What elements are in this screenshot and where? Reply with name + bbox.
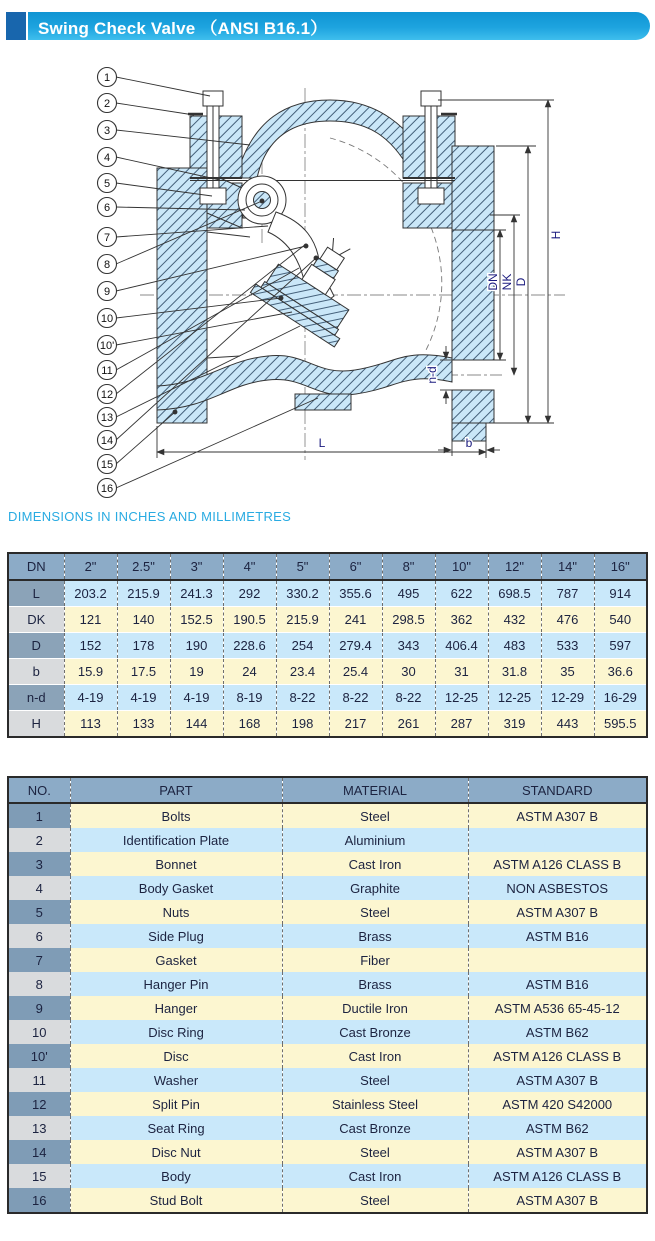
dim-label-b: b — [465, 436, 473, 450]
parts-no-cell: 10 — [8, 1020, 70, 1044]
dims-size-header: 10" — [435, 553, 488, 580]
dims-value-cell: 31.8 — [488, 659, 541, 685]
callout-number: 3 — [103, 125, 111, 137]
dims-value-cell: 36.6 — [594, 659, 647, 685]
parts-standard-cell: ASTM A307 B — [468, 803, 647, 828]
parts-material-cell: Stainless Steel — [282, 1092, 468, 1116]
parts-row — [8, 852, 647, 876]
dims-row-label: DK — [8, 607, 64, 633]
dims-value-cell: 476 — [541, 607, 594, 633]
parts-no-cell: 3 — [8, 852, 70, 876]
parts-material-cell: Steel — [282, 803, 468, 828]
parts-row — [8, 924, 647, 948]
parts-table — [7, 776, 648, 1214]
parts-row — [8, 1020, 647, 1044]
parts-row — [8, 972, 647, 996]
parts-material-cell: Ductile Iron — [282, 996, 468, 1020]
valve-drawing — [0, 60, 655, 505]
dims-value-cell: 133 — [117, 711, 170, 738]
dims-value-cell: 152 — [64, 633, 117, 659]
dims-value-cell: 622 — [435, 580, 488, 607]
dim-label-nd: n-d — [425, 366, 439, 384]
dims-value-cell: 8-22 — [329, 685, 382, 711]
dims-value-cell: 698.5 — [488, 580, 541, 607]
dims-value-cell: 287 — [435, 711, 488, 738]
dims-value-cell: 261 — [382, 711, 435, 738]
dims-value-cell: 140 — [117, 607, 170, 633]
parts-column-header: PART — [70, 777, 282, 803]
parts-part-cell: Disc Nut — [70, 1140, 282, 1164]
parts-no-cell: 15 — [8, 1164, 70, 1188]
parts-row — [8, 1092, 647, 1116]
parts-part-cell: Stud Bolt — [70, 1188, 282, 1213]
parts-standard-cell: ASTM B62 — [468, 1020, 647, 1044]
callout-leader — [116, 77, 210, 96]
dims-header-row — [8, 553, 647, 580]
dims-value-cell: 19 — [170, 659, 223, 685]
parts-standard-cell: ASTM A307 B — [468, 1188, 647, 1213]
dims-value-cell: 215.9 — [276, 607, 329, 633]
parts-part-cell: Gasket — [70, 948, 282, 972]
parts-part-cell: Bonnet — [70, 852, 282, 876]
parts-standard-cell — [468, 948, 647, 972]
parts-no-cell: 4 — [8, 876, 70, 900]
dims-value-cell: 540 — [594, 607, 647, 633]
dim-label-NK: NK — [500, 273, 514, 291]
parts-no-cell: 10' — [8, 1044, 70, 1068]
parts-part-cell: Hanger Pin — [70, 972, 282, 996]
parts-row — [8, 1188, 647, 1213]
callout-number: 10' — [99, 340, 115, 352]
parts-standard-cell: ASTM B62 — [468, 1116, 647, 1140]
parts-material-cell: Cast Iron — [282, 1164, 468, 1188]
parts-part-cell: Identification Plate — [70, 828, 282, 852]
parts-material-cell: Steel — [282, 1140, 468, 1164]
dims-row — [8, 711, 647, 738]
callout-number: 16 — [100, 483, 114, 495]
dims-value-cell: 787 — [541, 580, 594, 607]
parts-material-cell: Steel — [282, 900, 468, 924]
dims-row-label: L — [8, 580, 64, 607]
parts-no-cell: 1 — [8, 803, 70, 828]
leader-end-dot — [173, 410, 177, 414]
callout-number: 8 — [103, 259, 111, 271]
dims-value-cell: 292 — [223, 580, 276, 607]
dims-value-cell: 343 — [382, 633, 435, 659]
parts-column-header: STANDARD — [468, 777, 647, 803]
dims-value-cell: 35 — [541, 659, 594, 685]
parts-no-cell: 8 — [8, 972, 70, 996]
dims-value-cell: 31 — [435, 659, 488, 685]
callout-number: 14 — [100, 435, 114, 447]
parts-part-cell: Side Plug — [70, 924, 282, 948]
parts-row — [8, 1140, 647, 1164]
parts-material-cell: Aluminium — [282, 828, 468, 852]
parts-part-cell: Split Pin — [70, 1092, 282, 1116]
parts-part-cell: Hanger — [70, 996, 282, 1020]
dims-row — [8, 580, 647, 607]
parts-standard-cell — [468, 828, 647, 852]
dimensions-note: DIMENSIONS IN INCHES AND MILLIMETRES — [8, 509, 292, 524]
dims-value-cell: 406.4 — [435, 633, 488, 659]
dims-value-cell: 15.9 — [64, 659, 117, 685]
parts-standard-cell: ASTM A536 65-45-12 — [468, 996, 647, 1020]
parts-column-header: MATERIAL — [282, 777, 468, 803]
dims-row — [8, 685, 647, 711]
parts-no-cell: 7 — [8, 948, 70, 972]
dims-value-cell: 17.5 — [117, 659, 170, 685]
dims-value-cell: 203.2 — [64, 580, 117, 607]
dim-label-D: D — [514, 277, 528, 287]
parts-no-cell: 6 — [8, 924, 70, 948]
parts-no-cell: 14 — [8, 1140, 70, 1164]
parts-row — [8, 900, 647, 924]
parts-column-header: NO. — [8, 777, 70, 803]
parts-no-cell: 5 — [8, 900, 70, 924]
parts-row — [8, 1164, 647, 1188]
dims-size-header: 14" — [541, 553, 594, 580]
parts-standard-cell: ASTM B16 — [468, 924, 647, 948]
parts-part-cell: Bolts — [70, 803, 282, 828]
dims-size-header: 5" — [276, 553, 329, 580]
parts-no-cell: 12 — [8, 1092, 70, 1116]
callout-number: 4 — [103, 152, 111, 164]
parts-row — [8, 876, 647, 900]
dim-label-L: L — [318, 436, 326, 450]
dims-value-cell: 144 — [170, 711, 223, 738]
dims-value-cell: 279.4 — [329, 633, 382, 659]
callout-number: 7 — [103, 232, 111, 244]
parts-part-cell: Nuts — [70, 900, 282, 924]
dims-value-cell: 533 — [541, 633, 594, 659]
dims-size-header: 8" — [382, 553, 435, 580]
dims-value-cell: 8-22 — [382, 685, 435, 711]
dims-row-label: D — [8, 633, 64, 659]
dims-value-cell: 152.5 — [170, 607, 223, 633]
dims-row — [8, 659, 647, 685]
parts-row — [8, 828, 647, 852]
parts-no-cell: 2 — [8, 828, 70, 852]
leader-end-dot — [279, 296, 283, 300]
callout-number: 5 — [103, 178, 111, 190]
dims-value-cell: 432 — [488, 607, 541, 633]
catalog-page — [0, 12, 655, 1214]
parts-header-row — [8, 777, 647, 803]
dims-value-cell: 319 — [488, 711, 541, 738]
valve-drawing-svg — [0, 60, 655, 505]
dims-value-cell: 24 — [223, 659, 276, 685]
dims-value-cell: 595.5 — [594, 711, 647, 738]
dims-value-cell: 12-25 — [435, 685, 488, 711]
parts-material-cell: Cast Bronze — [282, 1116, 468, 1140]
dimensions-table — [7, 552, 648, 738]
dims-row-label: b — [8, 659, 64, 685]
dims-size-header: 2" — [64, 553, 117, 580]
dims-value-cell: 113 — [64, 711, 117, 738]
parts-material-cell: Brass — [282, 924, 468, 948]
parts-standard-cell: ASTM B16 — [468, 972, 647, 996]
dims-value-cell: 25.4 — [329, 659, 382, 685]
dims-row — [8, 607, 647, 633]
parts-part-cell: Body Gasket — [70, 876, 282, 900]
dims-value-cell: 30 — [382, 659, 435, 685]
dims-value-cell: 217 — [329, 711, 382, 738]
parts-no-cell: 9 — [8, 996, 70, 1020]
parts-part-cell: Disc Ring — [70, 1020, 282, 1044]
dims-value-cell: 254 — [276, 633, 329, 659]
dims-size-header: 4" — [223, 553, 276, 580]
parts-row — [8, 948, 647, 972]
callout-markers — [98, 68, 117, 498]
dim-label-H: H — [549, 230, 563, 240]
title-bar — [0, 12, 650, 40]
dims-value-cell: 241.3 — [170, 580, 223, 607]
callout-number: 12 — [100, 389, 114, 401]
parts-no-cell: 13 — [8, 1116, 70, 1140]
dims-value-cell: 8-22 — [276, 685, 329, 711]
parts-no-cell: 16 — [8, 1188, 70, 1213]
parts-material-cell: Steel — [282, 1068, 468, 1092]
page-title: Swing Check Valve （ANSI B16.1） — [38, 18, 328, 38]
dims-value-cell: 121 — [64, 607, 117, 633]
parts-no-cell: 11 — [8, 1068, 70, 1092]
callout-number: 15 — [100, 459, 114, 471]
callout-number: 9 — [103, 286, 111, 298]
dims-value-cell: 198 — [276, 711, 329, 738]
parts-standard-cell: ASTM 420 S42000 — [468, 1092, 647, 1116]
dims-value-cell: 330.2 — [276, 580, 329, 607]
dims-size-header: 16" — [594, 553, 647, 580]
callout-number: 13 — [100, 412, 114, 424]
dims-row-label: n-d — [8, 685, 64, 711]
dims-value-cell: 495 — [382, 580, 435, 607]
dims-value-cell: 23.4 — [276, 659, 329, 685]
parts-part-cell: Disc — [70, 1044, 282, 1068]
leader-end-dot — [260, 199, 264, 203]
dims-row — [8, 633, 647, 659]
dims-value-cell: 168 — [223, 711, 276, 738]
dims-size-header: 3" — [170, 553, 223, 580]
parts-row — [8, 996, 647, 1020]
dims-size-header: 12" — [488, 553, 541, 580]
dimension-labels — [319, 231, 563, 450]
dims-value-cell: 228.6 — [223, 633, 276, 659]
parts-material-cell: Cast Bronze — [282, 1020, 468, 1044]
dims-size-header: 6" — [329, 553, 382, 580]
dims-value-cell: 483 — [488, 633, 541, 659]
parts-row — [8, 1116, 647, 1140]
callout-number: 6 — [103, 202, 111, 214]
dims-value-cell: 914 — [594, 580, 647, 607]
callout-leader — [116, 398, 318, 488]
dims-value-cell: 178 — [117, 633, 170, 659]
dims-row-label: H — [8, 711, 64, 738]
dims-value-cell: 12-29 — [541, 685, 594, 711]
parts-material-cell: Graphite — [282, 876, 468, 900]
callout-number: 11 — [101, 365, 113, 377]
dims-value-cell: 597 — [594, 633, 647, 659]
parts-standard-cell: ASTM A307 B — [468, 1140, 647, 1164]
leader-end-dot — [314, 256, 318, 260]
parts-row — [8, 1044, 647, 1068]
parts-material-cell: Fiber — [282, 948, 468, 972]
parts-material-cell: Cast Iron — [282, 1044, 468, 1068]
parts-part-cell: Seat Ring — [70, 1116, 282, 1140]
dims-value-cell: 362 — [435, 607, 488, 633]
callout-number: 10 — [100, 313, 114, 325]
parts-material-cell: Steel — [282, 1188, 468, 1213]
parts-standard-cell: NON ASBESTOS — [468, 876, 647, 900]
dims-value-cell: 443 — [541, 711, 594, 738]
dims-value-cell: 298.5 — [382, 607, 435, 633]
parts-part-cell: Body — [70, 1164, 282, 1188]
callout-number: 2 — [103, 98, 111, 110]
parts-standard-cell: ASTM A126 CLASS B — [468, 1164, 647, 1188]
parts-material-cell: Brass — [282, 972, 468, 996]
title-accent-square — [6, 12, 26, 40]
dims-value-cell: 355.6 — [329, 580, 382, 607]
parts-row — [8, 803, 647, 828]
dims-corner-cell: DN — [8, 553, 64, 580]
parts-row — [8, 1068, 647, 1092]
dims-value-cell: 190.5 — [223, 607, 276, 633]
callout-leader — [116, 103, 194, 115]
dims-size-header: 2.5" — [117, 553, 170, 580]
title-bar-strip — [28, 12, 650, 40]
dims-value-cell: 16-29 — [594, 685, 647, 711]
dims-value-cell: 190 — [170, 633, 223, 659]
parts-standard-cell: ASTM A126 CLASS B — [468, 1044, 647, 1068]
parts-standard-cell: ASTM A307 B — [468, 1068, 647, 1092]
dim-label-DN: DN — [486, 273, 500, 291]
dims-value-cell: 12-25 — [488, 685, 541, 711]
dims-value-cell: 241 — [329, 607, 382, 633]
dims-value-cell: 4-19 — [170, 685, 223, 711]
dims-value-cell: 215.9 — [117, 580, 170, 607]
dims-value-cell: 4-19 — [64, 685, 117, 711]
callout-leader — [116, 412, 175, 464]
parts-part-cell: Washer — [70, 1068, 282, 1092]
parts-material-cell: Cast Iron — [282, 852, 468, 876]
parts-standard-cell: ASTM A307 B — [468, 900, 647, 924]
dims-value-cell: 4-19 — [117, 685, 170, 711]
parts-standard-cell: ASTM A126 CLASS B — [468, 852, 647, 876]
callout-number: 1 — [103, 72, 111, 84]
dims-value-cell: 8-19 — [223, 685, 276, 711]
